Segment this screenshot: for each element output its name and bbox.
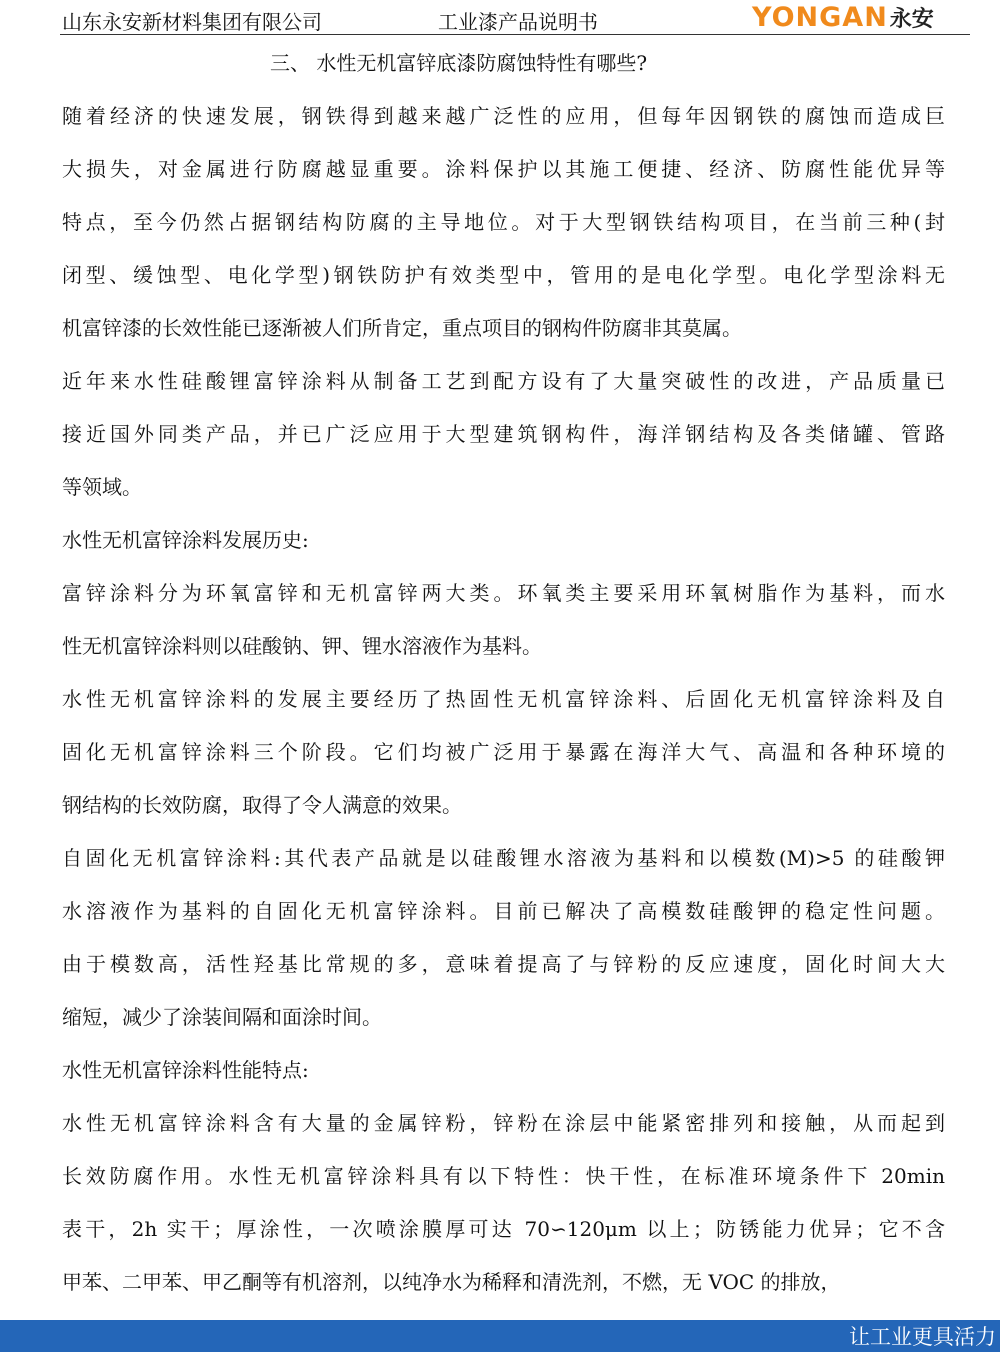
text-line: 长效防腐作用。水性无机富锌涂料具有以下特性：快干性，在标准环境条件下 20min: [62, 1164, 945, 1188]
yongan-logo: [752, 0, 934, 34]
text-line: 缩短，减少了涂装间隔和面涂时间。: [62, 1005, 382, 1029]
text-line: 近年来水性硅酸锂富锌涂料从制备工艺到配方设有了大量突破性的改进，产品质量已: [62, 369, 945, 393]
text-line: 水性无机富锌涂料发展历史:: [62, 528, 309, 552]
text-line: 甲苯、二甲苯、甲乙酮等有机溶剂，以纯净水为稀释和清洗剂，不燃，无 VOC 的排放，: [62, 1270, 841, 1294]
text-line: 自固化无机富锌涂料:其代表产品就是以硅酸锂水溶液为基料和以模数(M)>5 的硅酸钾: [62, 846, 945, 870]
text-line: 水性无机富锌涂料含有大量的金属锌粉，锌粉在涂层中能紧密排列和接触，从而起到: [62, 1111, 945, 1135]
text-line: 闭型、缓蚀型、电化学型)钢铁防护有效类型中，管用的是电化学型。电化学型涂料无: [62, 263, 945, 287]
text-line: 固化无机富锌涂料三个阶段。它们均被广泛用于暴露在海洋大气、高温和各种环境的: [62, 740, 945, 764]
footer-slogan: 让工业更具活力: [849, 1325, 996, 1349]
text-line: 水溶液作为基料的自固化无机富锌涂料。目前已解决了高模数硅酸钾的稳定性问题。: [62, 899, 945, 923]
text-line: 等领域。: [62, 475, 142, 499]
text-line: 大损失，对金属进行防腐越显重要。涂料保护以其施工便捷、经济、防腐性能优异等: [62, 157, 945, 181]
document-title: 工业漆产品说明书: [438, 10, 598, 34]
text-line: 由于模数高，活性羟基比常规的多，意味着提高了与锌粉的反应速度，固化时间大大: [62, 952, 945, 976]
text-line: 钢结构的长效防腐，取得了令人满意的效果。: [62, 793, 462, 817]
text-line: 水性无机富锌涂料的发展主要经历了热固性无机富锌涂料、后固化无机富锌涂料及自: [62, 687, 945, 711]
page-footer: [0, 1320, 1000, 1352]
text-line: 性无机富锌涂料则以硅酸钠、钾、锂水溶液作为基料。: [62, 634, 542, 658]
page-header: [0, 0, 1000, 36]
body-text: [62, 90, 945, 1309]
section-title: 三、 水性无机富锌底漆防腐蚀特性有哪些?: [270, 51, 648, 75]
text-line: 随着经济的快速发展，钢铁得到越来越广泛性的应用，但每年因钢铁的腐蚀而造成巨: [62, 104, 945, 128]
text-line: 特点，至今仍然占据钢结构防腐的主导地位。对于大型钢铁结构项目，在当前三种(封: [62, 210, 945, 234]
text-line: 接近国外同类产品，并已广泛应用于大型建筑钢构件，海洋钢结构及各类储罐、管路: [62, 422, 945, 446]
logo-chinese: 永安: [889, 6, 934, 32]
header-divider: [60, 34, 970, 35]
text-line: 机富锌漆的长效性能已逐渐被人们所肯定，重点项目的钢构件防腐非其莫属。: [62, 316, 742, 340]
text-line: 表干，2h 实干；厚涂性，一次喷涂膜厚可达 70∽120μm 以上；防锈能力优异；它不含: [62, 1217, 945, 1241]
logo-wordmark: YONGAN: [752, 1, 888, 33]
company-name: 山东永安新材料集团有限公司: [62, 10, 322, 34]
text-line: 富锌涂料分为环氧富锌和无机富锌两大类。环氧类主要采用环氧树脂作为基料，而水: [62, 581, 945, 605]
text-line: 水性无机富锌涂料性能特点:: [62, 1058, 309, 1082]
